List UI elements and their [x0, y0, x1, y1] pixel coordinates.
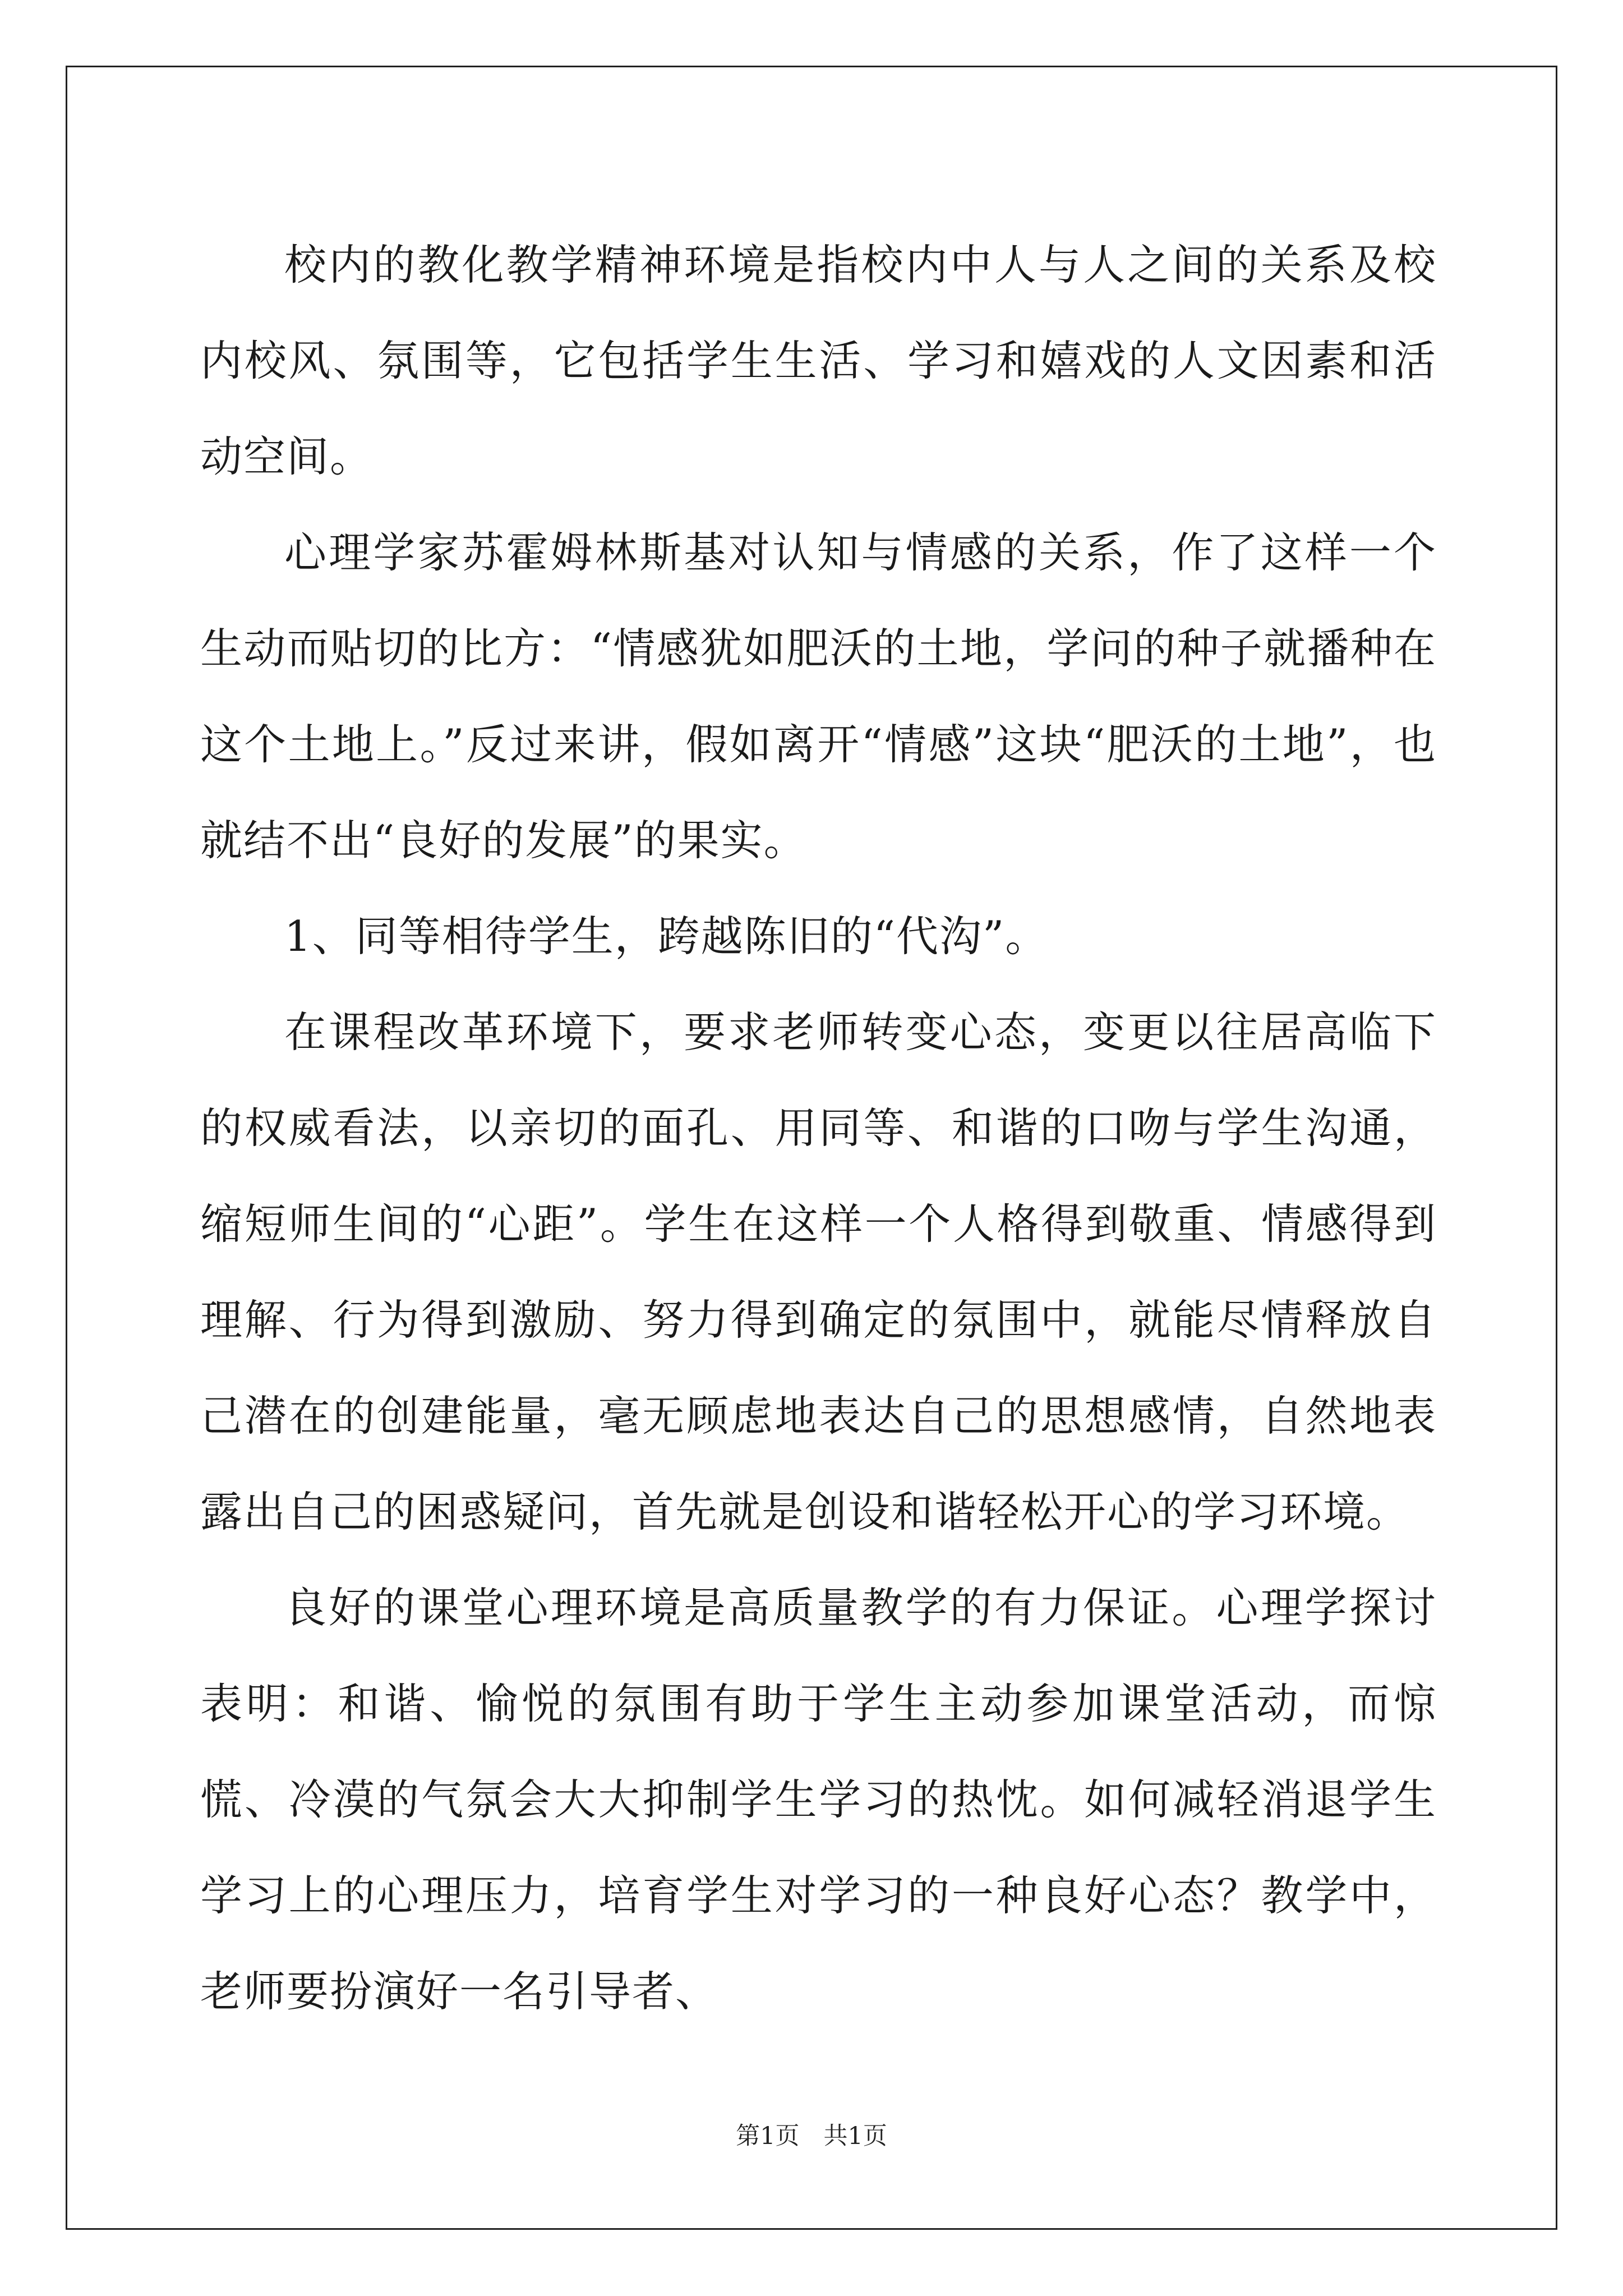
- paragraph-4: 在课程改革环境下，要求老师转变心态，变更以往居高临下的权威看法，以亲切的面孔、用同等、和谐的口吻与学生沟通，缩短师生间的“心距”。学生在这样一个人格得到敬重、情感得到理解、行为得到激励、努力得到确定的氛围中，就能尽情释放自己潜在的创建能量，毫无顾虑地表达自己的思想感情，自然地表露出自己的困惑疑问，首先就是创设和谐轻松开心的学习环境。: [200, 1007, 1437, 1536]
- paragraph-1: 校内的教化教学精神环境是指校内中人与人之间的关系及校内校风、氛围等，它包括学生生活、学习和嬉戏的人文因素和活动空间。: [200, 240, 1437, 481]
- document-body: [200, 217, 1437, 2040]
- paragraph-3: 1、同等相待学生，跨越陈旧的“代沟”。: [284, 912, 1049, 961]
- paragraph-5: 良好的课堂心理环境是高质量教学的有力保证。心理学探讨表明：和谐、愉悦的氛围有助于学生主动参加课堂活动，而惊慌、冷漠的气氛会大大抑制学生学习的热忱。如何减轻消退学生学习上的心理压力，培育学生对学习的一种良好心态？教学中，老师要扮演好一名引导者、: [200, 1583, 1437, 2016]
- page-number-footer: 第1页 共1页: [736, 2122, 887, 2150]
- paragraph-2: 心理学家苏霍姆林斯基对认知与情感的关系，作了这样一个生动而贴切的比方：“情感犹如肥沃的土地，学问的种子就播种在这个土地上。”反过来讲，假如离开“情感”这块“肥沃的土地”，也就结不出“良好的发展”的果实。: [200, 528, 1437, 865]
